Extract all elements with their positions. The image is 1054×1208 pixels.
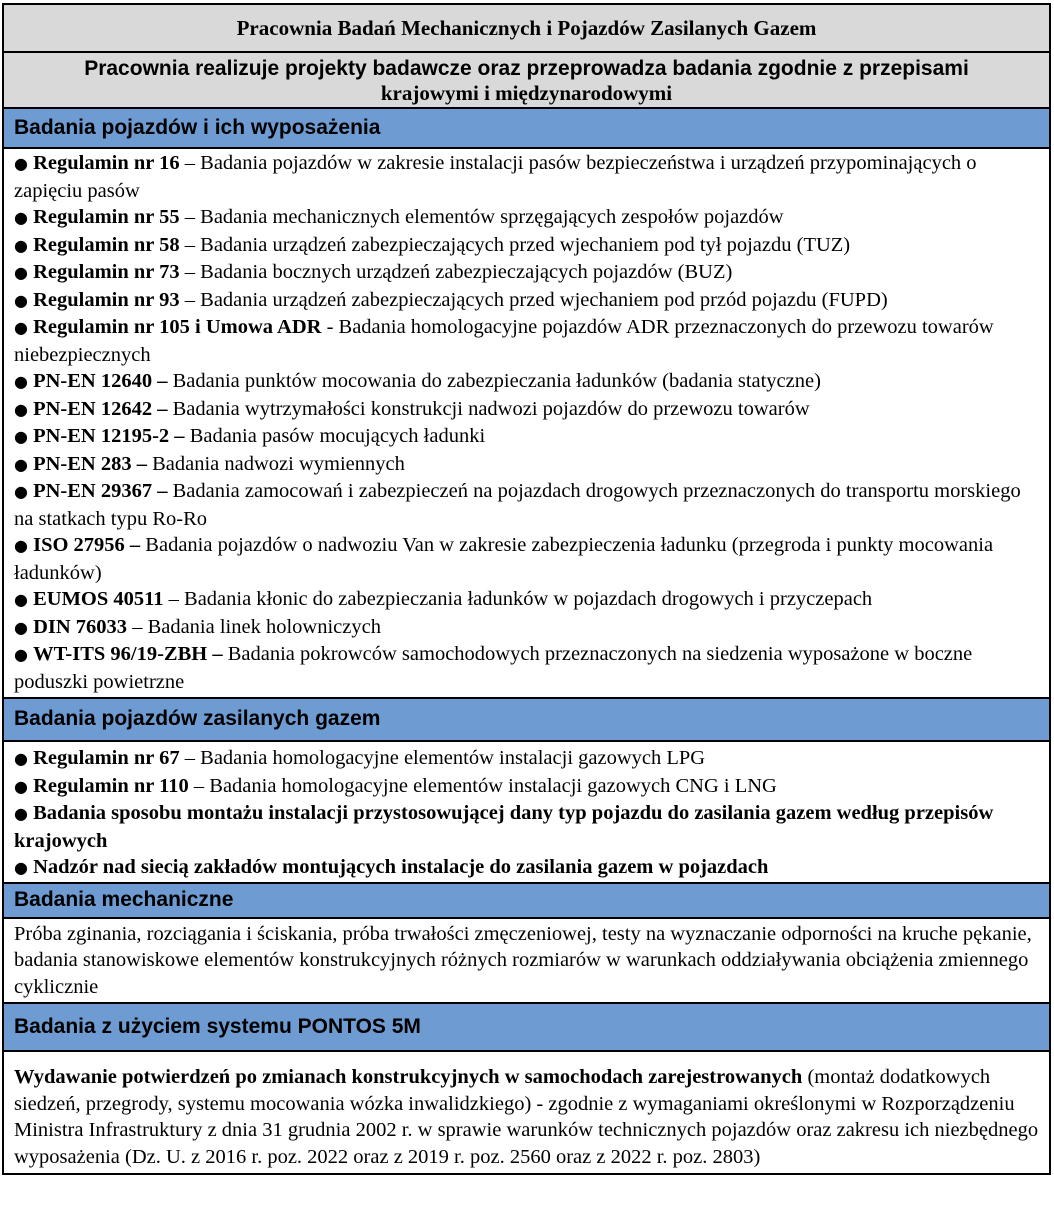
item-description: – Badania mechanicznych elementów sprzęgających zespołów pojazdów — [179, 206, 784, 228]
bullet-icon: ● — [14, 454, 28, 474]
pontos-paragraph — [14, 1064, 1041, 1170]
pontos-text: (montaż dodatkowych siedzeń, przegrody, systemu mocowania wózka inwalidzkiego) - zgodnie z wymaganiami określonymi w Rozporządzeniu Ministra Infrastruktury z dnia 31 grudnia 2002 r. w sprawie warunków technicznych pojazdów oraz zakresu ich niezbędnego wyposażenia (Dz. U. z 2016 r. poz. 2022 oraz z 2019 r. poz. 2560 oraz z 2022 r. poz. 2803) — [14, 1066, 1039, 1168]
list-item — [14, 773, 1041, 801]
bullet-icon: ● — [14, 399, 28, 419]
gas-list — [14, 745, 1041, 882]
item-description: Badania wytrzymałości konstrukcji nadwozi pojazdów do przewozu towarów — [167, 397, 810, 420]
item-code: ISO 27956 – — [33, 534, 141, 556]
item-code: Nadzór nad siecią zakładów montujących instalacje do zasilania gazem w pojazdach — [33, 856, 769, 878]
list-item — [14, 745, 1041, 773]
item-description: – Badania urządzeń zabezpieczających przed wjechaniem pod przód pojazdu (FUPD) — [179, 288, 888, 311]
list-item — [14, 423, 1041, 451]
item-description: Badania nadwozi wymiennych — [146, 452, 405, 475]
item-description: Badania pokrowców samochodowych przeznaczonych na siedzenia wyposażone w boczne poduszki powietrzne — [14, 643, 973, 693]
list-item — [14, 150, 1041, 204]
item-description: – Badania homologacyjne elementów instalacji gazowych CNG i LNG — [188, 774, 777, 797]
item-description: – Badania bocznych urządzeń zabezpieczających pojazdów (BUZ) — [179, 261, 733, 283]
pontos-lead: Wydawanie potwierdzeń po zmianach konstrukcyjnych w samochodach zarejestrowanych — [14, 1066, 803, 1088]
list-item — [14, 396, 1041, 424]
item-code: Regulamin nr 55 — [33, 206, 180, 228]
item-code: Regulamin nr 67 — [33, 747, 180, 769]
section-body-mechanical — [4, 919, 1049, 1005]
list-item — [14, 614, 1041, 642]
bullet-icon: ● — [14, 776, 28, 796]
item-code: WT-ITS 96/19-ZBH – — [33, 643, 223, 665]
list-item — [14, 586, 1041, 614]
vehicles-list — [14, 150, 1041, 695]
item-description: - Badania homologacyjne pojazdów ADR przeznaczonych do przewozu towarów niebezpiecznych — [14, 316, 994, 366]
item-code: PN-EN 29367 – — [33, 480, 168, 502]
bullet-icon: ● — [14, 617, 28, 637]
item-code: PN-EN 283 – — [33, 452, 147, 475]
list-item — [14, 800, 1041, 854]
list-item — [14, 314, 1041, 368]
document-table — [2, 3, 1051, 1175]
list-item — [14, 451, 1041, 479]
list-item — [14, 204, 1041, 232]
item-code: Regulamin nr 110 — [33, 774, 189, 797]
item-description: Badania punktów mocowania do zabezpieczania ładunków (badania statyczne) — [167, 370, 821, 392]
bullet-icon: ● — [14, 427, 28, 446]
section-heading-vehicles: Badania pojazdów i ich wyposażenia — [4, 109, 1049, 149]
list-item — [14, 641, 1041, 695]
item-code: Regulamin nr 105 i Umowa ADR — [33, 316, 322, 338]
item-description: Badania pojazdów o nadwoziu Van w zakresie zabezpieczenia ładunku (przegroda i punkty mocowania ładunków) — [14, 534, 994, 584]
bullet-icon: ● — [14, 590, 28, 609]
item-description: – Badania homologacyjne elementów instalacji gazowych LPG — [179, 747, 706, 769]
bullet-icon: ● — [14, 536, 28, 555]
item-code: DIN 76033 — [33, 615, 128, 638]
bullet-icon: ● — [14, 749, 28, 768]
list-item — [14, 232, 1041, 260]
item-code: PN-EN 12195-2 – — [33, 425, 185, 447]
bullet-icon: ● — [14, 208, 28, 227]
subtitle-line-1: Pracownia realizuje projekty badawcze oraz przeprowadza badania zgodnie z przepisami — [84, 57, 969, 80]
section-heading-gas: Badania pojazdów zasilanych gazem — [4, 699, 1049, 742]
list-item — [14, 259, 1041, 287]
item-code: Regulamin nr 73 — [33, 261, 180, 283]
item-description: – Badania pojazdów w zakresie instalacji pasów bezpieczeństwa i urządzeń przypominających o zapięciu pasów — [14, 152, 977, 202]
item-code: PN-EN 12642 – — [33, 397, 168, 420]
bullet-icon: ● — [14, 235, 28, 255]
section-body-pontos — [4, 1052, 1049, 1173]
page-subtitle — [4, 53, 1049, 109]
list-item — [14, 478, 1041, 532]
item-code: Badania sposobu montażu instalacji przystosowującej dany typ pojazdu do zasilania gazem według przepisów krajowych — [14, 802, 994, 852]
item-description: – Badania linek holowniczych — [127, 615, 381, 638]
subtitle-line-2: krajowymi i międzynarodowymi — [380, 81, 673, 105]
section-heading-pontos: Badania z użyciem systemu PONTOS 5M — [4, 1004, 1049, 1052]
item-code: Regulamin nr 93 — [33, 288, 180, 311]
item-code: PN-EN 12640 – — [33, 370, 168, 392]
item-code: Regulamin nr 58 — [33, 233, 180, 256]
bullet-icon: ● — [14, 645, 28, 664]
bullet-icon: ● — [14, 858, 28, 877]
bullet-icon: ● — [14, 290, 28, 310]
bullet-icon: ● — [14, 154, 28, 173]
item-description: – Badania urządzeń zabezpieczających przed wjechaniem pod tył pojazdu (TUZ) — [179, 233, 851, 256]
list-item — [14, 287, 1041, 315]
mechanical-paragraph: Próba zginania, rozciągania i ściskania, próba trwałości zmęczeniowej, testy na wyznaczanie odporności na kruche pękanie, badania stanowiskowe elementów konstrukcyjnych różnych rozmiarów w warunkach oddziaływania obciążenia zmiennego cyklicznie — [14, 922, 1032, 998]
item-description: Badania zamocowań i zabezpieczeń na pojazdach drogowych przeznaczonych do transportu morskiego na statkach typu Ro-Ro — [14, 480, 1021, 530]
item-code: Regulamin nr 16 — [33, 152, 180, 174]
list-item — [14, 368, 1041, 396]
bullet-icon: ● — [14, 263, 28, 282]
section-heading-mechanical: Badania mechaniczne — [4, 884, 1049, 919]
item-description: – Badania kłonic do zabezpieczania ładunków w pojazdach drogowych i przyczepach — [163, 588, 873, 610]
item-description: Badania pasów mocujących ładunki — [184, 425, 486, 447]
page-title: Pracownia Badań Mechanicznych i Pojazdów Zasilanych Gazem — [4, 5, 1049, 53]
bullet-icon: ● — [14, 804, 28, 823]
bullet-icon: ● — [14, 318, 28, 337]
section-body-gas — [4, 742, 1049, 884]
item-code: EUMOS 40511 — [33, 588, 164, 610]
bullet-icon: ● — [14, 372, 28, 391]
bullet-icon: ● — [14, 482, 28, 501]
section-body-vehicles — [4, 149, 1049, 699]
list-item — [14, 854, 1041, 882]
list-item — [14, 532, 1041, 586]
